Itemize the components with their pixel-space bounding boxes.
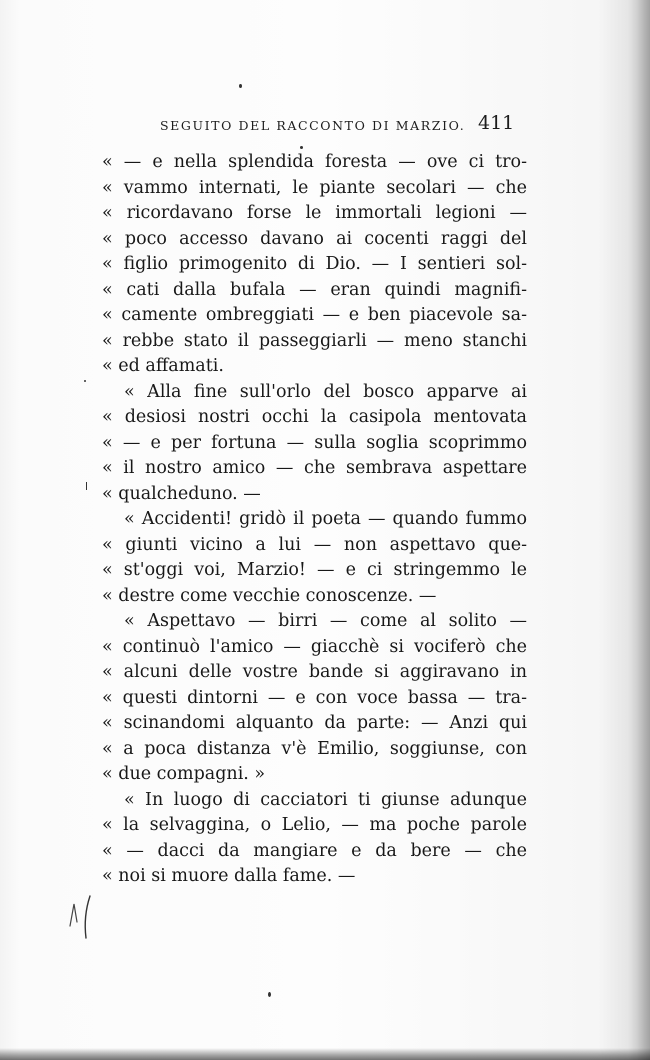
text-line xyxy=(102,533,527,559)
text-line xyxy=(102,303,527,329)
text-line xyxy=(102,762,527,788)
margin-pencil-mark xyxy=(64,892,104,940)
text-line xyxy=(102,201,527,227)
text-line-content: « — dacci da mangiare e da bere — che xyxy=(102,840,527,861)
ink-speck xyxy=(86,482,87,490)
text-line-content: « scinandomi alquanto da parte: — Anzi qui xyxy=(102,713,527,733)
text-line-content: « vammo internati, le piante secolari — che xyxy=(102,177,527,198)
ink-speck xyxy=(84,380,86,382)
text-line-content: « qualcheduno. — xyxy=(102,483,261,504)
text-line xyxy=(102,354,527,380)
text-line-content: « a poca distanza v'è Emilio, soggiunse, con xyxy=(102,738,527,759)
text-line xyxy=(102,584,527,610)
text-line xyxy=(102,278,527,304)
text-line xyxy=(102,635,527,661)
text-line xyxy=(102,252,527,278)
text-line-content: « st'oggi voi, Marzio! — e ci stringemmo le xyxy=(102,560,527,580)
text-line-content: « ricordavano forse le immortali legioni — xyxy=(102,203,527,223)
text-line xyxy=(102,431,527,457)
text-line-content: « destre come vecchie conoscenze. — xyxy=(102,585,437,606)
running-title: SEGUITO DEL RACCONTO DI MARZIO. xyxy=(160,118,466,133)
text-line-content: « figlio primogenito di Dio. — I sentieri sol- xyxy=(102,254,527,274)
ink-speck xyxy=(300,146,303,149)
text-line-content: « giunti vicino a lui — non aspettavo que- xyxy=(102,534,527,555)
text-line xyxy=(102,609,527,635)
page-bottom-edge xyxy=(0,1048,650,1060)
text-line-content: « continuò l'amico — giacchè si vociferò che xyxy=(102,636,527,657)
text-line xyxy=(102,686,527,712)
text-line-content: « due compagni. » xyxy=(102,764,266,784)
body-text xyxy=(102,150,527,890)
text-line xyxy=(102,788,527,814)
ink-speck xyxy=(239,84,242,88)
text-line-content: « desiosi nostri occhi la casipola mentovata xyxy=(102,407,527,427)
text-line-content: « — e per fortuna — sulla soglia scoprimmo xyxy=(102,432,527,453)
text-line-content: « In luogo di cacciatori ti giunse adunque xyxy=(124,789,527,810)
text-line xyxy=(102,558,527,584)
text-line xyxy=(102,737,527,763)
text-line-content: « camente ombreggiati — e ben piacevole sa- xyxy=(102,305,527,325)
text-line-content: « — e nella splendida foresta — ove ci tro- xyxy=(102,152,527,172)
text-line-content: « poco accesso davano ai cocenti raggi del xyxy=(102,228,527,249)
text-line xyxy=(102,150,527,176)
text-line xyxy=(102,456,527,482)
text-line xyxy=(102,176,527,202)
page-gutter-shadow xyxy=(628,0,650,1060)
text-line xyxy=(102,813,527,839)
page-number: 411 xyxy=(478,112,515,134)
text-line xyxy=(102,864,527,890)
text-line xyxy=(102,329,527,355)
text-line-content: « cati dalla bufala — eran quindi magnifi- xyxy=(102,279,527,300)
text-line-content: « noi si muore dalla fame. — xyxy=(102,866,356,886)
text-line-content: « alcuni delle vostre bande si aggiravano in xyxy=(102,662,527,682)
text-line xyxy=(102,227,527,253)
text-line-content: « rebbe stato il passeggiarli — meno stanchi xyxy=(102,330,527,351)
running-head xyxy=(160,112,520,136)
text-line xyxy=(102,482,527,508)
text-line xyxy=(102,405,527,431)
text-line xyxy=(102,507,527,533)
text-line-content: « la selvaggina, o Lelio, — ma poche parole xyxy=(102,815,527,835)
text-line xyxy=(102,660,527,686)
text-line xyxy=(102,711,527,737)
ink-speck xyxy=(268,992,271,997)
text-line-content: « il nostro amico — che sembrava aspettare xyxy=(102,458,527,478)
text-line-content: « Aspettavo — birri — come al solito — xyxy=(124,611,527,631)
text-line-content: « questi dintorni — e con voce bassa — tra- xyxy=(102,687,527,708)
text-line xyxy=(102,839,527,865)
text-line xyxy=(102,380,527,406)
text-line-content: « ed affamati. xyxy=(102,356,224,376)
text-line-content: « Accidenti! gridò il poeta — quando fummo xyxy=(124,509,527,529)
text-line-content: « Alla fine sull'orlo del bosco apparve ai xyxy=(124,381,527,402)
